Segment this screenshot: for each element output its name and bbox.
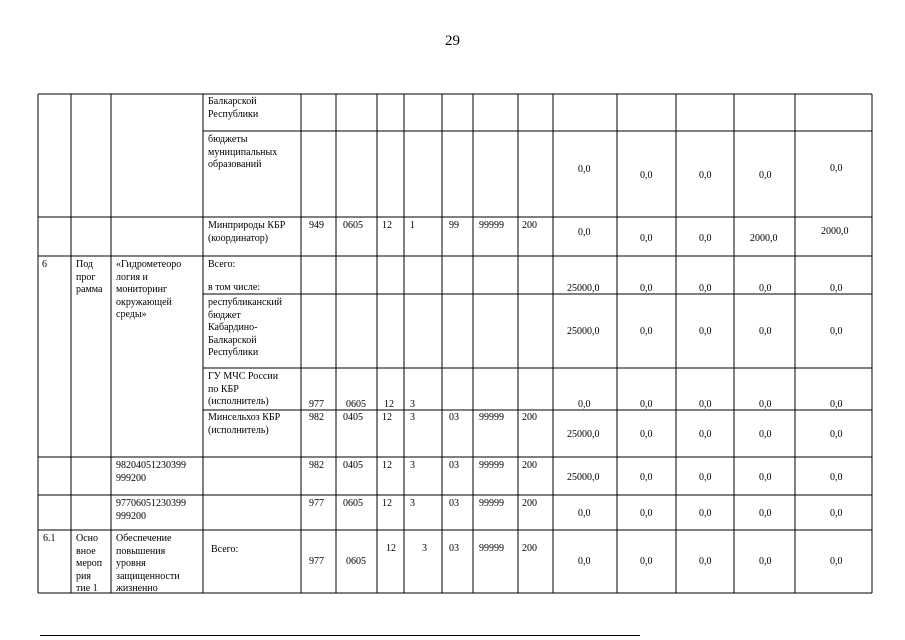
source-republic-budget-cont: Балкарской Республики [208, 96, 259, 120]
amount-3-2: 0,0 [640, 233, 653, 244]
amount-3-4: 2000,0 [750, 233, 778, 244]
code-expense-type: 200 [522, 220, 537, 231]
code-grbs: 977 [309, 498, 324, 509]
amount-5-2: 0,0 [640, 326, 653, 337]
code-rzpr: 0605 [343, 220, 363, 231]
amount-2-2: 0,0 [640, 170, 653, 181]
next-table-edge [40, 635, 640, 636]
code-program: 12 [382, 412, 392, 423]
code-program: 12 [386, 543, 396, 554]
amount-3-1: 0,0 [578, 227, 591, 238]
code-event: 03 [449, 412, 459, 423]
amount-4-1: 25000,0 [567, 283, 600, 294]
amount-8-5: 0,0 [830, 472, 843, 483]
amount-5-5: 0,0 [830, 326, 843, 337]
code-rzpr: 0405 [343, 460, 363, 471]
amount-9-5: 0,0 [830, 508, 843, 519]
code-grbs: 982 [309, 460, 324, 471]
amount-10-3: 0,0 [699, 556, 712, 567]
amount-10-4: 0,0 [759, 556, 772, 567]
code-subprogram: 1 [410, 220, 415, 231]
amount-8-2: 0,0 [640, 472, 653, 483]
source-mchs: ГУ МЧС России по КБР (исполнитель) [208, 371, 279, 407]
budget-code-982: 98204051230399 999200 [116, 460, 186, 484]
source-republic-budget: республиканский бюджет Кабардино- Балкарской Республики [208, 297, 283, 358]
amount-5-3: 0,0 [699, 326, 712, 337]
amount-10-5: 0,0 [830, 556, 843, 567]
source-minprirody: Минприроды КБР (координатор) [208, 220, 286, 244]
code-grbs: 977 [309, 399, 324, 410]
amount-2-1: 0,0 [578, 164, 591, 175]
amount-3-5: 2000,0 [821, 226, 849, 237]
code-event: 03 [449, 543, 459, 554]
source-including: в том числе: [208, 282, 261, 293]
code-subprogram: 3 [410, 399, 415, 410]
row-number-6-1: 6.1 [43, 533, 56, 544]
code-direction: 99999 [479, 498, 504, 509]
code-program: 12 [382, 498, 392, 509]
amount-4-5: 0,0 [830, 283, 843, 294]
status-subprogram: Под прог рамма [76, 259, 103, 295]
amount-4-3: 0,0 [699, 283, 712, 294]
code-event: 03 [449, 498, 459, 509]
amount-2-4: 0,0 [759, 170, 772, 181]
code-program: 12 [382, 220, 392, 231]
code-subprogram: 3 [410, 412, 415, 423]
code-subprogram: 3 [422, 543, 427, 554]
code-expense-type: 200 [522, 412, 537, 423]
code-direction: 99999 [479, 460, 504, 471]
amount-3-3: 0,0 [699, 233, 712, 244]
amount-6-5: 0,0 [830, 399, 843, 410]
code-program: 12 [382, 460, 392, 471]
amount-10-1: 0,0 [578, 556, 591, 567]
status-main-event: Осно вное мероп рия тие 1 [76, 533, 103, 594]
code-program: 12 [384, 399, 394, 410]
amount-7-3: 0,0 [699, 429, 712, 440]
amount-2-5: 0,0 [830, 163, 843, 174]
code-grbs: 977 [309, 556, 324, 567]
budget-code-977: 97706051230399 999200 [116, 498, 186, 522]
code-direction: 99999 [479, 543, 504, 554]
code-rzpr: 0605 [346, 556, 366, 567]
code-expense-type: 200 [522, 460, 537, 471]
code-grbs: 949 [309, 220, 324, 231]
amount-8-3: 0,0 [699, 472, 712, 483]
code-subprogram: 3 [410, 498, 415, 509]
amount-7-1: 25000,0 [567, 429, 600, 440]
subprogram-name: «Гидрометеоро логия и мониторинг окружающей среды» [116, 259, 182, 320]
amount-2-3: 0,0 [699, 170, 712, 181]
amount-9-2: 0,0 [640, 508, 653, 519]
amount-4-4: 0,0 [759, 283, 772, 294]
amount-4-2: 0,0 [640, 283, 653, 294]
code-direction: 99999 [479, 412, 504, 423]
page-number: 29 [445, 33, 460, 49]
amount-7-2: 0,0 [640, 429, 653, 440]
amount-5-4: 0,0 [759, 326, 772, 337]
amount-7-4: 0,0 [759, 429, 772, 440]
code-subprogram: 3 [410, 460, 415, 471]
code-event: 03 [449, 460, 459, 471]
amount-6-2: 0,0 [640, 399, 653, 410]
amount-7-5: 0,0 [830, 429, 843, 440]
code-expense-type: 200 [522, 543, 537, 554]
source-municipal-budgets: бюджеты муниципальных образований [208, 134, 278, 170]
main-event-name: Обеспечение повышения уровня защищенности жизненно [116, 533, 180, 594]
code-expense-type: 200 [522, 498, 537, 509]
code-rzpr: 0405 [343, 412, 363, 423]
amount-8-4: 0,0 [759, 472, 772, 483]
source-total: Всего: [211, 544, 239, 555]
amount-6-4: 0,0 [759, 399, 772, 410]
code-rzpr: 0605 [346, 399, 366, 410]
code-direction: 99999 [479, 220, 504, 231]
amount-9-1: 0,0 [578, 508, 591, 519]
amount-9-3: 0,0 [699, 508, 712, 519]
code-event: 99 [449, 220, 459, 231]
source-minselhoz: Минсельхоз КБР (исполнитель) [208, 412, 281, 436]
source-total: Всего: [208, 259, 236, 270]
code-rzpr: 0605 [343, 498, 363, 509]
amount-6-3: 0,0 [699, 399, 712, 410]
amount-5-1: 25000,0 [567, 326, 600, 337]
amount-8-1: 25000,0 [567, 472, 600, 483]
amount-9-4: 0,0 [759, 508, 772, 519]
amount-10-2: 0,0 [640, 556, 653, 567]
amount-6-1: 0,0 [578, 399, 591, 410]
code-grbs: 982 [309, 412, 324, 423]
row-number-6: 6 [42, 259, 47, 270]
